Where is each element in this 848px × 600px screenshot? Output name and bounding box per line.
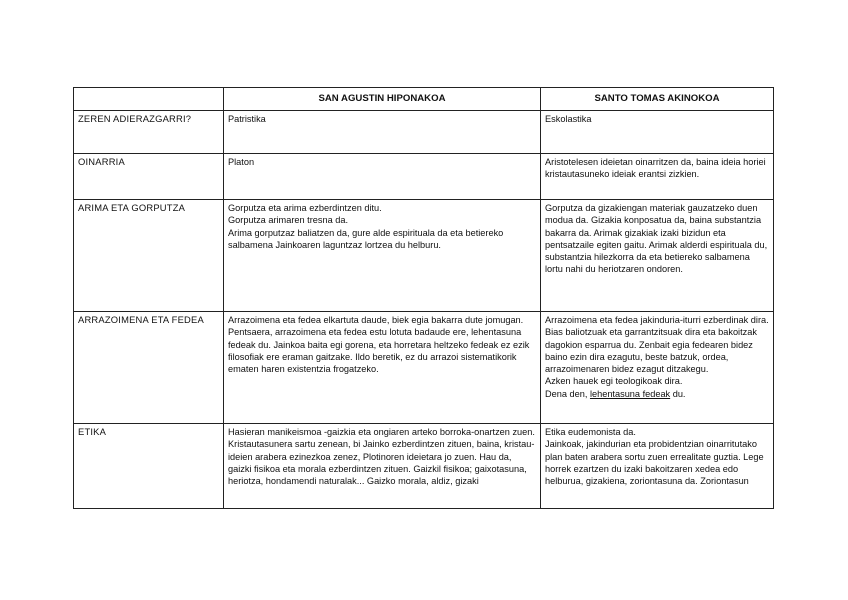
header-empty-cell	[74, 88, 224, 111]
table-row	[74, 154, 774, 200]
tomas-prefix-text: Dena den,	[545, 388, 590, 399]
agustin-cell: Gorputza eta arima ezberdintzen ditu. Gorputza arimaren tresna da. Arima gorputzaz baliatzen da, gure alde espirituala da eta betiereko salbamena Jainkoaren laguntzaz lortzea du helburu.	[224, 200, 541, 312]
underlined-phrase: lehentasuna fedeak	[589, 388, 671, 399]
agustin-cell: Platon	[224, 154, 541, 200]
table-row	[74, 424, 774, 509]
comparison-table	[73, 87, 774, 509]
header-santo-tomas: SANTO TOMAS AKINOKOA	[541, 88, 774, 111]
table-row	[74, 200, 774, 312]
tomas-cell: Gorputza da gizakiengan materiak gauzatzeko duen modua da. Gizakia konposatua da, baina substantzia bakarra da. Arimak gizakiak izaki bizidun eta pentsatzaile egiten gaitu. Arimak alderdi espirituala du, substantzia hilezkorra da eta betiereko salbamena lortu nahi du heriotzaren ondoren.	[541, 200, 774, 312]
table-row	[74, 111, 774, 154]
tomas-suffix-text: du.	[670, 388, 686, 399]
tomas-text: Etika eudemonista da. Jainkoak, jakindurian eta probidentzian oinarritutako plan baten arabera sortu zuen errealitate guztia. Lege horrek ezartzen du izaki bakoitzaren xedea edo helburua, gizakiena, zoriontasuna da. Zoriontasun	[545, 427, 764, 487]
row-label: ZEREN ADIERAZGARRI?	[74, 111, 224, 154]
tomas-cell	[541, 424, 774, 509]
tomas-cell: Eskolastika	[541, 111, 774, 154]
agustin-cell	[224, 424, 541, 509]
agustin-text: Hasieran manikeismoa -gaizkia eta ongiaren arteko borroka-onartzen zuen. Kristautasunera sartu zenean, bi Jainko ezberdintzen zituen, baina, kristau-ideien arabera ezinezkoa zenez, Plotinoren ideietara jo zuen. Hau da, gaizki fisikoa eta morala ezberdintzen zituen. Gaizkil fisikoa; gaixotasuna, heriotza, hondamendi naturalak... Gaizko morala, aldiz, gizaki	[228, 427, 535, 487]
row-label: ARIMA ETA GORPUTZA	[74, 200, 224, 312]
tomas-cell: Aristotelesen ideietan oinarritzen da, baina ideia horiei kristautasuneko ideiak erantsi zizkien.	[541, 154, 774, 200]
agustin-cell: Patristika	[224, 111, 541, 154]
table-row	[74, 312, 774, 424]
tomas-main-text: Arrazoimena eta fedea jakinduria-iturri ezberdinak dira. Bias baliotzuak eta garrantzitsuak dira eta bakoitzak dagokion esparrua du. Zenbait egia fedearen bidez baino ezin dira ezagutu, beste batzuk, ordea, arrazoimenaren bidez ezagut ditzakegu. Azken hauek egi teologikoak dira.	[545, 315, 769, 387]
row-label: ARRAZOIMENA ETA FEDEA	[74, 312, 224, 424]
tomas-cell	[541, 312, 774, 424]
header-san-agustin: SAN AGUSTIN HIPONAKOA	[224, 88, 541, 111]
agustin-cell: Arrazoimena eta fedea elkartuta daude, biek egia bakarra dute jomugan. Pentsaera, arrazoimena eta fedea estu lotuta badaude ere, lehentasuna fedeak du. Jainkoa baita egi gorena, eta horretara heltzeko fedeak ez ezik filosofiak ere eraman gaitzake. Ildo beretik, ez du arrazoi sistematikorik ematen haren existentzia frogatzeko.	[224, 312, 541, 424]
row-label: OINARRIA	[74, 154, 224, 200]
row-label: ETIKA	[74, 424, 224, 509]
table-header-row	[74, 88, 774, 111]
